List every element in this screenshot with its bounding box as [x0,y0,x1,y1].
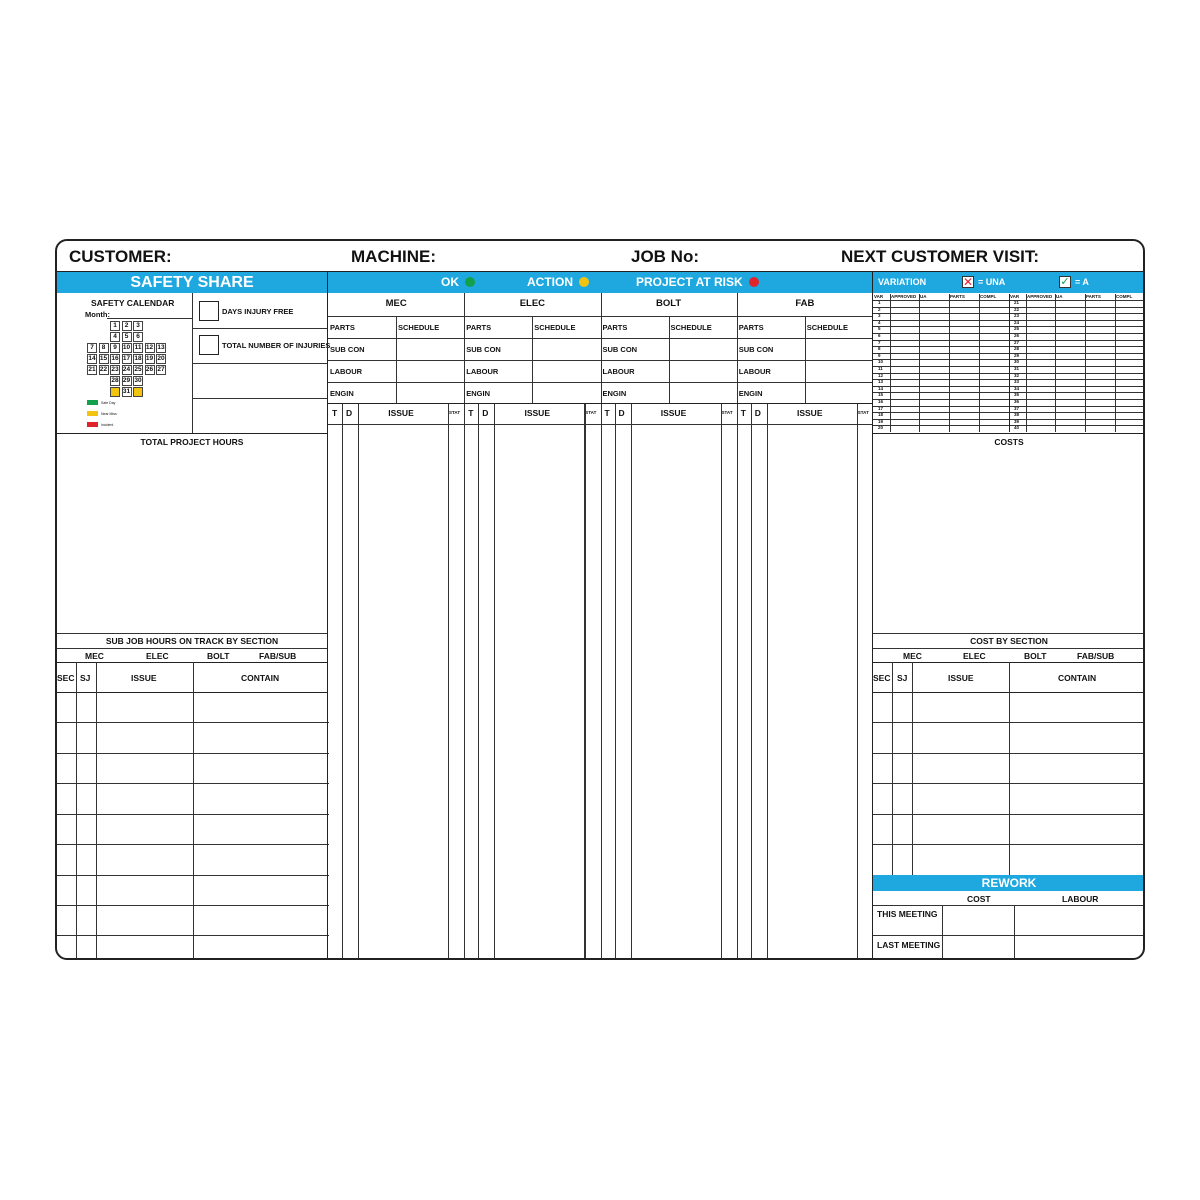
col-contain: CONTAIN [241,673,280,683]
this-meeting-label: THIS MEETING [877,909,938,919]
una-label: = UNA [978,277,1006,287]
col-issue: ISSUE [796,408,823,418]
variation-row-number: 38 [1014,412,1020,418]
variation-row-number: 6 [878,333,881,338]
row-label: ENGIN [738,389,763,398]
sub-section-mec: MEC [85,651,104,661]
rework-title: REWORK [873,875,1145,891]
variation-row-number: 27 [1014,339,1020,345]
total-injuries-box[interactable] [199,335,219,355]
row-label: LABOUR [738,367,771,376]
calendar-day[interactable]: 24 [122,366,131,373]
variation-col-header: VAR [874,294,884,299]
variation-row-number: 24 [1014,319,1020,325]
last-meeting-label: LAST MEETING [877,940,941,950]
variation-col-header: APPROVED [891,294,917,299]
variation-row-number: 1 [878,300,881,305]
issue-cell[interactable] [913,692,1008,720]
total-injuries-label: TOTAL NUMBER OF INJURIES [222,341,331,350]
variation-bar [873,272,1145,293]
issue-cell[interactable] [913,753,1008,781]
calendar-day[interactable]: 30 [134,377,142,384]
row-label: PARTS [602,323,628,332]
section-header: BOLT [656,298,682,309]
issue-cell[interactable] [913,814,1008,842]
row-label: SUB CON [330,345,365,354]
legend-incident: Incident [101,423,114,427]
issue-cell[interactable] [97,783,192,811]
check-box-icon: ✓ [1060,276,1070,288]
variation-row-number: 22 [1014,306,1020,312]
variation-row-number: 28 [1014,346,1020,352]
calendar-day[interactable]: 20 [157,355,165,362]
cost-section-elec: ELEC [963,651,986,661]
whiteboard [55,239,1145,960]
safety-share-title: SAFETY SHARE [57,272,327,293]
sub-section-fab-sub: FAB/SUB [259,651,297,661]
variation-row-number: 39 [1014,418,1020,424]
calendar-day[interactable]: 15 [99,355,108,362]
days-injury-free-box[interactable] [199,301,219,321]
variation-col-header: UA [1056,294,1063,299]
calendar-day[interactable]: 9 [110,343,120,353]
cost-col-sj: SJ [897,673,908,683]
schedule-label: SCHEDULE [398,323,440,332]
col-d: D [346,408,353,418]
a-label: = A [1075,277,1089,287]
calendar-day[interactable]: 12 [145,344,154,351]
rework-labour-label: LABOUR [1062,894,1099,904]
variation-row-number: 2 [878,306,881,312]
calendar-day[interactable]: 18 [134,355,142,362]
issue-cell[interactable] [913,844,1008,872]
status-action-label: ACTION [527,275,573,289]
row-label: ENGIN [602,389,627,398]
variation-row-number: 33 [1014,379,1020,385]
calendar-day[interactable]: 19 [145,355,154,362]
variation-row-number: 25 [1014,326,1020,332]
variation-row-number: 12 [878,372,884,378]
variation-row-number: 17 [878,405,884,411]
calendar-day[interactable]: 28 [111,377,119,384]
total-project-hours-label: TOTAL PROJECT HOURS [140,437,244,447]
rework-cost-label: COST [967,894,991,904]
issue-cell[interactable] [913,783,1008,811]
customer-label: CUSTOMER: [69,247,172,266]
calendar-day[interactable]: 31 [122,388,131,395]
calendar-day[interactable]: 11 [134,344,142,351]
variation-row-number: 9 [878,352,881,358]
variation-col-header: COMPL [1116,294,1133,299]
col-issue: ISSUE [660,408,687,418]
issue-cell[interactable] [97,814,192,842]
issue-cell[interactable] [97,844,192,872]
section-header: MEC [385,298,407,309]
variation-row-number: 11 [878,366,883,371]
machine-label: MACHINE: [351,247,436,266]
action-dot-icon [579,277,589,287]
row-label: SUB CON [466,345,501,354]
calendar-day[interactable]: 7 [87,343,97,353]
status-legend-bar [328,272,873,293]
variation-row-number: 7 [878,339,881,345]
job-number-label: JOB No: [631,247,699,266]
col-issue: ISSUE [131,673,157,683]
calendar-day[interactable]: 3 [133,321,143,331]
issue-cell[interactable] [97,753,192,781]
issue-cell[interactable] [97,692,192,720]
calendar-day[interactable]: 1 [110,321,120,331]
col-d: D [618,408,625,418]
issue-cell[interactable] [913,722,1008,750]
calendar-day[interactable]: 26 [145,366,154,373]
col-sj: SJ [80,673,91,683]
days-injury-free-label: DAYS INJURY FREE [222,307,294,316]
col-t: T [604,408,610,418]
calendar-day[interactable] [133,387,143,397]
row-label: ENGIN [466,389,491,398]
col-stat: STAT [585,410,597,415]
variation-row-number: 16 [878,399,884,404]
cost-col-sec: SEC [873,673,891,683]
col-issue: ISSUE [524,408,550,418]
variation-row-number: 15 [878,392,884,398]
calendar-day[interactable]: 6 [133,332,143,342]
cost-section-fab-sub: FAB/SUB [1077,651,1115,661]
row-label: PARTS [738,323,764,332]
issue-cell[interactable] [97,722,192,750]
row-label: PARTS [330,323,355,332]
legend-near-miss: Near Miss [101,412,117,416]
sub-job-hours-title: SUB JOB HOURS ON TRACK BY SECTION [105,636,279,646]
calendar-day[interactable]: 2 [122,321,132,331]
col-stat: STAT [449,410,461,415]
sub-section-elec: ELEC [146,651,169,661]
variation-col-header: COMPL [980,294,997,299]
issue-cell[interactable] [97,874,192,902]
month-label: Month: [85,310,110,319]
issue-cell[interactable] [97,905,192,933]
col-d: D [482,408,489,418]
variation-title: VARIATION [878,277,927,287]
cost-col-contain: CONTAIN [1058,673,1097,683]
schedule-label: SCHEDULE [534,323,576,332]
variation-row-number: 21 [1014,300,1020,305]
legend-safe-day: Safe Day [101,401,116,405]
variation-row-number: 10 [878,359,884,365]
safety-calendar-title: SAFETY CALENDAR [91,298,175,308]
calendar-day[interactable]: 8 [99,343,109,353]
variation-row-number: 18 [878,412,884,418]
variation-row-number: 19 [878,418,884,424]
variation-row-number: 20 [878,425,884,431]
variation-col-header: PARTS [950,294,965,299]
sub-section-bolt: BOLT [207,651,230,661]
variation-row-number: 8 [878,346,881,352]
variation-col-header: APPROVED [1027,294,1053,299]
col-t: T [468,408,474,418]
variation-row-number: 26 [1014,333,1020,338]
calendar-day[interactable]: 17 [122,355,131,362]
variation-col-header: PARTS [1086,294,1101,299]
col-stat: STAT [721,410,733,415]
col-stat: STAT [857,410,869,415]
issue-cell[interactable] [97,935,192,960]
variation-row-number: 35 [1014,392,1020,398]
costs-label: COSTS [994,437,1024,447]
row-label: LABOUR [602,367,635,376]
status-ok-label: OK [441,275,459,289]
calendar-day[interactable]: 21 [88,366,96,373]
variation-row-number: 13 [878,379,884,385]
calendar-day[interactable]: 22 [99,366,108,373]
cost-section-bolt: BOLT [1024,651,1047,661]
cost-section-mec: MEC [903,651,922,661]
variation-row-number: 31 [1014,366,1020,371]
risk-dot-icon [749,277,759,287]
col-t: T [740,408,746,418]
variation-row-number: 36 [1014,399,1020,404]
row-label: LABOUR [466,367,499,376]
schedule-label: SCHEDULE [670,323,712,332]
calendar-day[interactable]: 29 [122,377,131,384]
calendar-day[interactable]: 27 [157,366,165,373]
variation-col-header: VAR [1010,294,1020,299]
schedule-label: SCHEDULE [806,323,849,332]
variation-row-number: 30 [1014,359,1020,365]
ok-dot-icon [465,277,475,287]
row-label: ENGIN [330,389,354,398]
calendar-day[interactable]: 4 [110,332,120,342]
x-box-icon: ✕ [963,275,974,289]
col-issue: ISSUE [388,408,414,418]
calendar-day[interactable] [110,387,120,397]
cost-by-section-title: COST BY SECTION [970,636,1048,646]
header-bar [57,241,1143,271]
status-risk-label: PROJECT AT RISK [636,275,743,289]
row-label: SUB CON [738,345,774,354]
variation-row-number: 37 [1014,405,1020,411]
calendar-day[interactable]: 5 [122,332,132,342]
variation-row-number: 40 [1014,425,1020,431]
calendar-day[interactable]: 14 [88,355,96,362]
calendar-day[interactable]: 13 [157,344,165,351]
col-sec: SEC [57,673,75,683]
col-d: D [754,408,761,418]
calendar-day[interactable]: 16 [111,355,119,362]
col-t: T [332,408,338,418]
row-label: SUB CON [602,345,638,354]
variation-col-header: UA [920,294,927,299]
variation-row-number: 23 [1014,313,1020,319]
variation-row-number: 4 [878,319,881,325]
section-header: ELEC [519,298,546,309]
calendar-day[interactable]: 10 [122,344,131,351]
cost-col-issue: ISSUE [948,673,974,683]
variation-row-number: 32 [1014,372,1020,378]
variation-row-number: 34 [1014,385,1020,391]
section-header: FAB [795,298,815,309]
calendar-day[interactable]: 23 [111,366,119,373]
row-label: PARTS [466,323,492,332]
next-visit-label: NEXT CUSTOMER VISIT: [841,247,1040,266]
variation-row-number: 29 [1014,352,1020,358]
variation-row-number: 14 [878,385,884,391]
calendar-day[interactable]: 25 [134,366,142,373]
row-label: LABOUR [330,367,363,376]
variation-row-number: 3 [878,313,881,319]
variation-row-number: 5 [878,326,881,332]
